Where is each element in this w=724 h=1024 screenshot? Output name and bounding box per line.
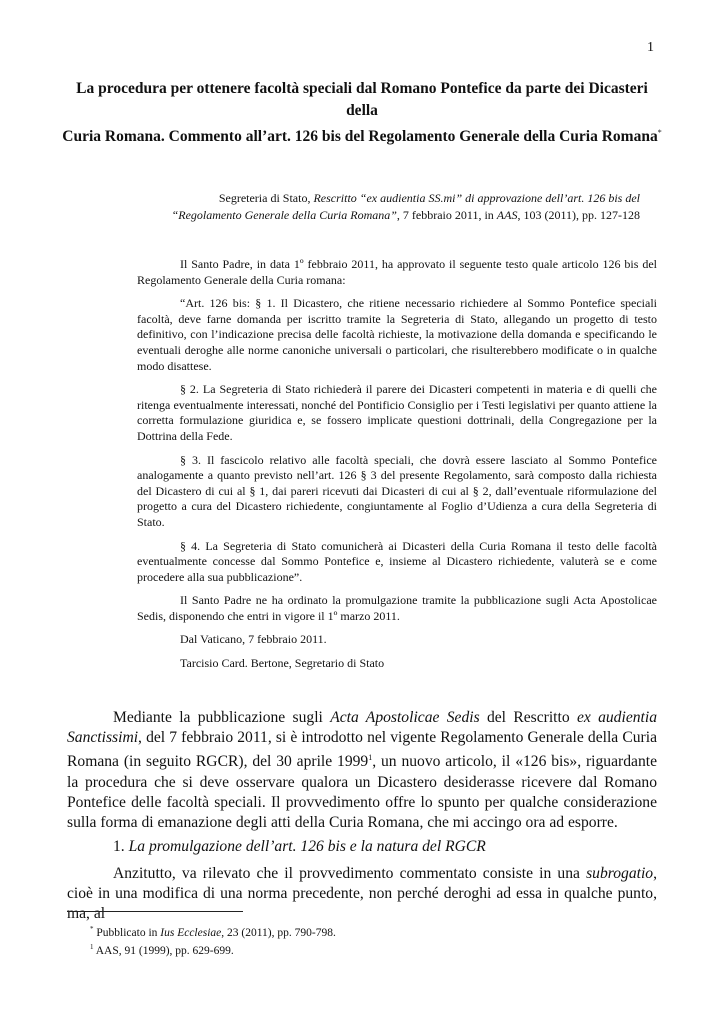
page-number: 1 [647, 40, 654, 55]
footnote-text: Pubblicato in [96, 926, 161, 939]
body-p2-italic: subrogatio [586, 864, 654, 882]
source-work-line-1: Rescritto “ex audientia SS.mi” di approvazione dell’art. 126 bis del [313, 191, 640, 205]
footnotes [90, 922, 336, 959]
decree-promulgation: Il Santo Padre ne ha ordinato la promulgazione tramite la pubblicazione sugli Acta Apostolicae Sedis, disponendo che entri in vigore il 1º marzo 2011. [137, 593, 657, 623]
source-ref: , 103 (2011), pp. 127-128 [517, 208, 640, 222]
source-work-line-2: “Regolamento Generale della Curia Romana” [171, 208, 397, 222]
body-p1-italic-aas: Acta Apostolicae Sedis [330, 709, 480, 726]
source-citation [150, 190, 640, 224]
body-paragraph-2 [67, 864, 657, 925]
body-p2-text-a: Anzitutto, va rilevato che il provvedimento commentato consiste in una [113, 864, 587, 882]
body-p1-italic-rescript: ex audientia Sanctissimi [67, 709, 657, 747]
source-journal: AAS [496, 208, 518, 222]
commentary-body [67, 708, 657, 928]
decree-paragraph-2: § 2. La Segreteria di Stato richiederà il parere dei Dicasteri competenti in materia e di quelli che ritenga eventualmente interessati, nonché del Pontificio Consiglio per i Testi legislativi per quanto attiene la corretta formulazione giuridica e, se fossero implicate questioni dottrinali, della Congregazione per la Dottrina della Fede. [137, 382, 657, 443]
footnote-marker: 1 [90, 943, 94, 952]
body-p1-text-c: del Rescritto [479, 709, 577, 726]
footnote-journal: Ius Ecclesiae [160, 926, 222, 939]
footnote-ref-1[interactable]: 1 [368, 753, 373, 763]
title-line-2: Curia Romana. Commento all’art. 126 bis del Regolamento Generale della Curia Romana [62, 128, 658, 146]
footnote-1 [90, 940, 336, 958]
source-author: Segreteria di Stato, [218, 191, 311, 205]
decree-paragraph-1: “Art. 126 bis: § 1. Il Dicastero, che ritiene necessario richiedere al Sommo Pontefice speciali facoltà, deve farne domanda per iscritto tramite la Segreteria di Stato, allegando un progetto di testo definitivo, con l’indicazione precisa delle facoltà richieste, la motivazione della domanda e specificando le eventuali deroghe alle norme canoniche universali o particolari, che risulterebbero modificate o in qualche modo disattese. [137, 296, 657, 373]
title-footnote-marker: * [657, 128, 662, 137]
document-title [60, 78, 664, 148]
body-p1-text-a: Mediante la pubblicazione sugli [113, 709, 331, 726]
footnote-text: AAS, 91 (1999), pp. 629-699. [95, 945, 234, 958]
section-title: La promulgazione dell’art. 126 bis e la natura del RGCR [128, 838, 486, 856]
footnote-star [90, 922, 336, 940]
decree-paragraph-4: § 4. La Segreteria di Stato comunicherà ai Dicasteri della Curia Romana il testo delle facoltà eventualmente concesse dal Sommo Pontefice e, insieme al Dicastero richiedente, valuterà se e come procedere alla sua pubblicazione”. [137, 538, 657, 584]
body-p1-text-f: , un nuovo articolo, il «126 bis», riguardante la procedura che si deve osservare qualora un Dicastero desiderasse ricevere dal Romano Pontefice delle facoltà speciali. Il provvedimento offre lo spunto per qualche considerazione sulla forma di emanazione degli atti della Curia Romana, che mi accingo ora ad esporre. [67, 753, 657, 832]
footnote-text-tail: , 23 (2011), pp. 790-798. [221, 926, 336, 939]
footnote-marker: * [90, 925, 94, 933]
section-number: 1. [113, 838, 129, 856]
body-p1-text-e: , del 7 febbraio 2011, si è introdotto nel vigente Regolamento Generale della Curia Romana (in seguito RGCR), del 30 aprile 1999 [67, 729, 657, 771]
decree-signature: Tarcisio Card. Bertone, Segretario di Stato [180, 656, 385, 671]
decree-text [137, 257, 657, 680]
footnote-separator [67, 911, 243, 912]
body-paragraph-1 [67, 708, 657, 833]
source-date: , 7 febbraio 2011, in [396, 208, 494, 222]
section-heading [67, 837, 657, 857]
decree-place-date: Dal Vaticano, 7 febbraio 2011. [180, 632, 327, 647]
title-line-1: La procedura per ottenere facoltà speciali dal Romano Pontefice da parte dei Dicasteri della [76, 80, 648, 119]
decree-intro: Il Santo Padre, in data 1º febbraio 2011, ha approvato il seguente testo quale articolo 126 bis del Regolamento Generale della Curia romana: [137, 257, 657, 287]
body-p2-text-c: , cioè in una modifica di una norma precedente, non perché deroghi ad essa in qualche punto, ma, al [67, 864, 657, 923]
decree-paragraph-3: § 3. Il fascicolo relativo alle facoltà speciali, che dovrà essere lasciato al Sommo Pontefice analogamente a quanto previsto nell’art. 126 § 3 del presente Regolamento, sarà composto dalla richiesta del Dicastero di cui al § 1, dai pareri ricevuti dai Dicasteri di cui al § 2, dall’eventuale riformulazione del progetto a cura del Dicastero richiedente, congiuntamente al Foglio d’Udienza a cura della Segreteria di Stato. [137, 452, 657, 529]
